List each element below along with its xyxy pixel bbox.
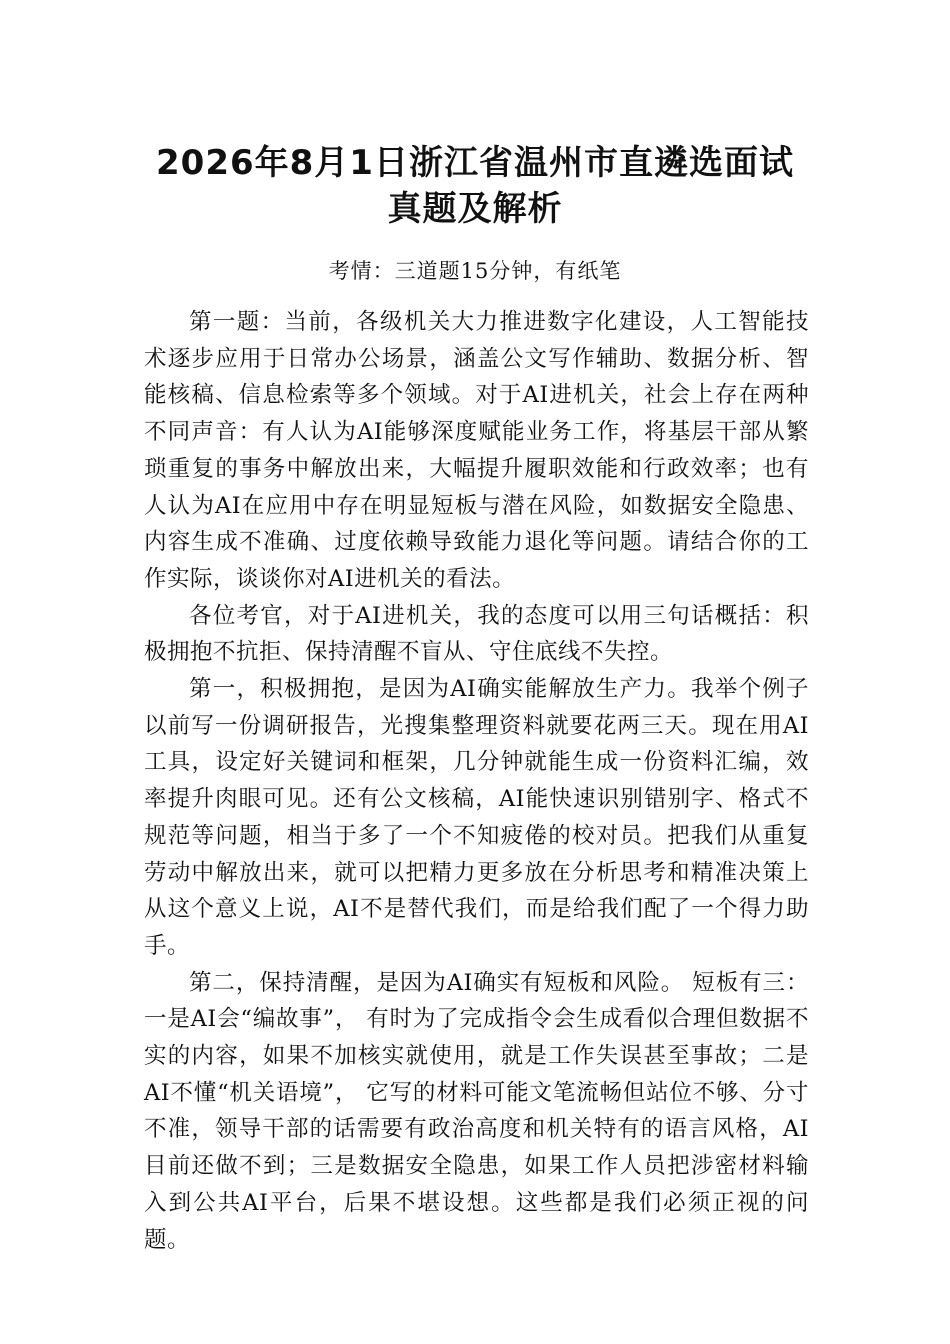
question-paragraph: 第一题：当前，各级机关大力推进数字化建设，人工智能技术逐步应用于日常办公场景，涵盖公文写作辅助、数据分析、智能核稿、信息检索等多个领域。对于AI进机关，社会上存在两种不同声音：有人认为AI能够深度赋能业务工作，将基层干部从繁琐重复的事务中解放出来，大幅提升履职效能和行政效率；也有人认为AI在应用中存在明显短板与潜在风险，如数据安全隐患、内容生成不准确、过度依赖导致能力退化等问题。请结合你的工作实际，谈谈你对AI进机关的看法。 (144, 309, 809, 592)
answer-point-1-paragraph: 第一，积极拥抱，是因为AI确实能解放生产力。我举个例子以前写一份调研报告，光搜集整理资料就要花两三天。现在用AI工具，设定好关键词和框架，几分钟就能生成一份资料汇编，效率提升肉眼可见。还有公文核稿，AI能快速识别错别字、格式不规范等问题，相当于多了一个不知疲倦的校对员。把我们从重复劳动中解放出来，就可以把精力更多放在分析思考和精准决策上从这个意义上说，AI不是替代我们，而是给我们配了一个得力助手。 (144, 676, 809, 959)
answer-intro-paragraph: 各位考官，对于AI进机关，我的态度可以用三句话概括：积极拥抱不抗拒、保持清醒不盲从、守住底线不失控。 (144, 602, 809, 666)
document-body (144, 304, 809, 1258)
answer-point-2-paragraph: 第二，保持清醒，是因为AI确实有短板和风险。 短板有三：一是AI会“编故事”， 有时为了完成指令会生成看似合理但数据不实的内容，如果不加核实就使用，就是工作失误甚至事故；二是AI不懂“机关语境”， 它写的材料可能文笔流畅但站位不够、分寸不准，领导干部的话需要有政治高度和机关特有的语言风格，AI目前还做不到；三是数据安全隐患，如果工作人员把涉密材料输入到公共AI平台，后果不堪设想。这些都是我们必须正视的问题。 (144, 969, 809, 1253)
document-title (100, 140, 850, 232)
exam-info: 考情：三道题15分钟，有纸笔 (328, 259, 622, 283)
document-title-line-1: 2026年8月1日浙江省温州市直遴选面试 (156, 143, 794, 183)
document-title-line-2: 真题及解析 (387, 189, 563, 229)
